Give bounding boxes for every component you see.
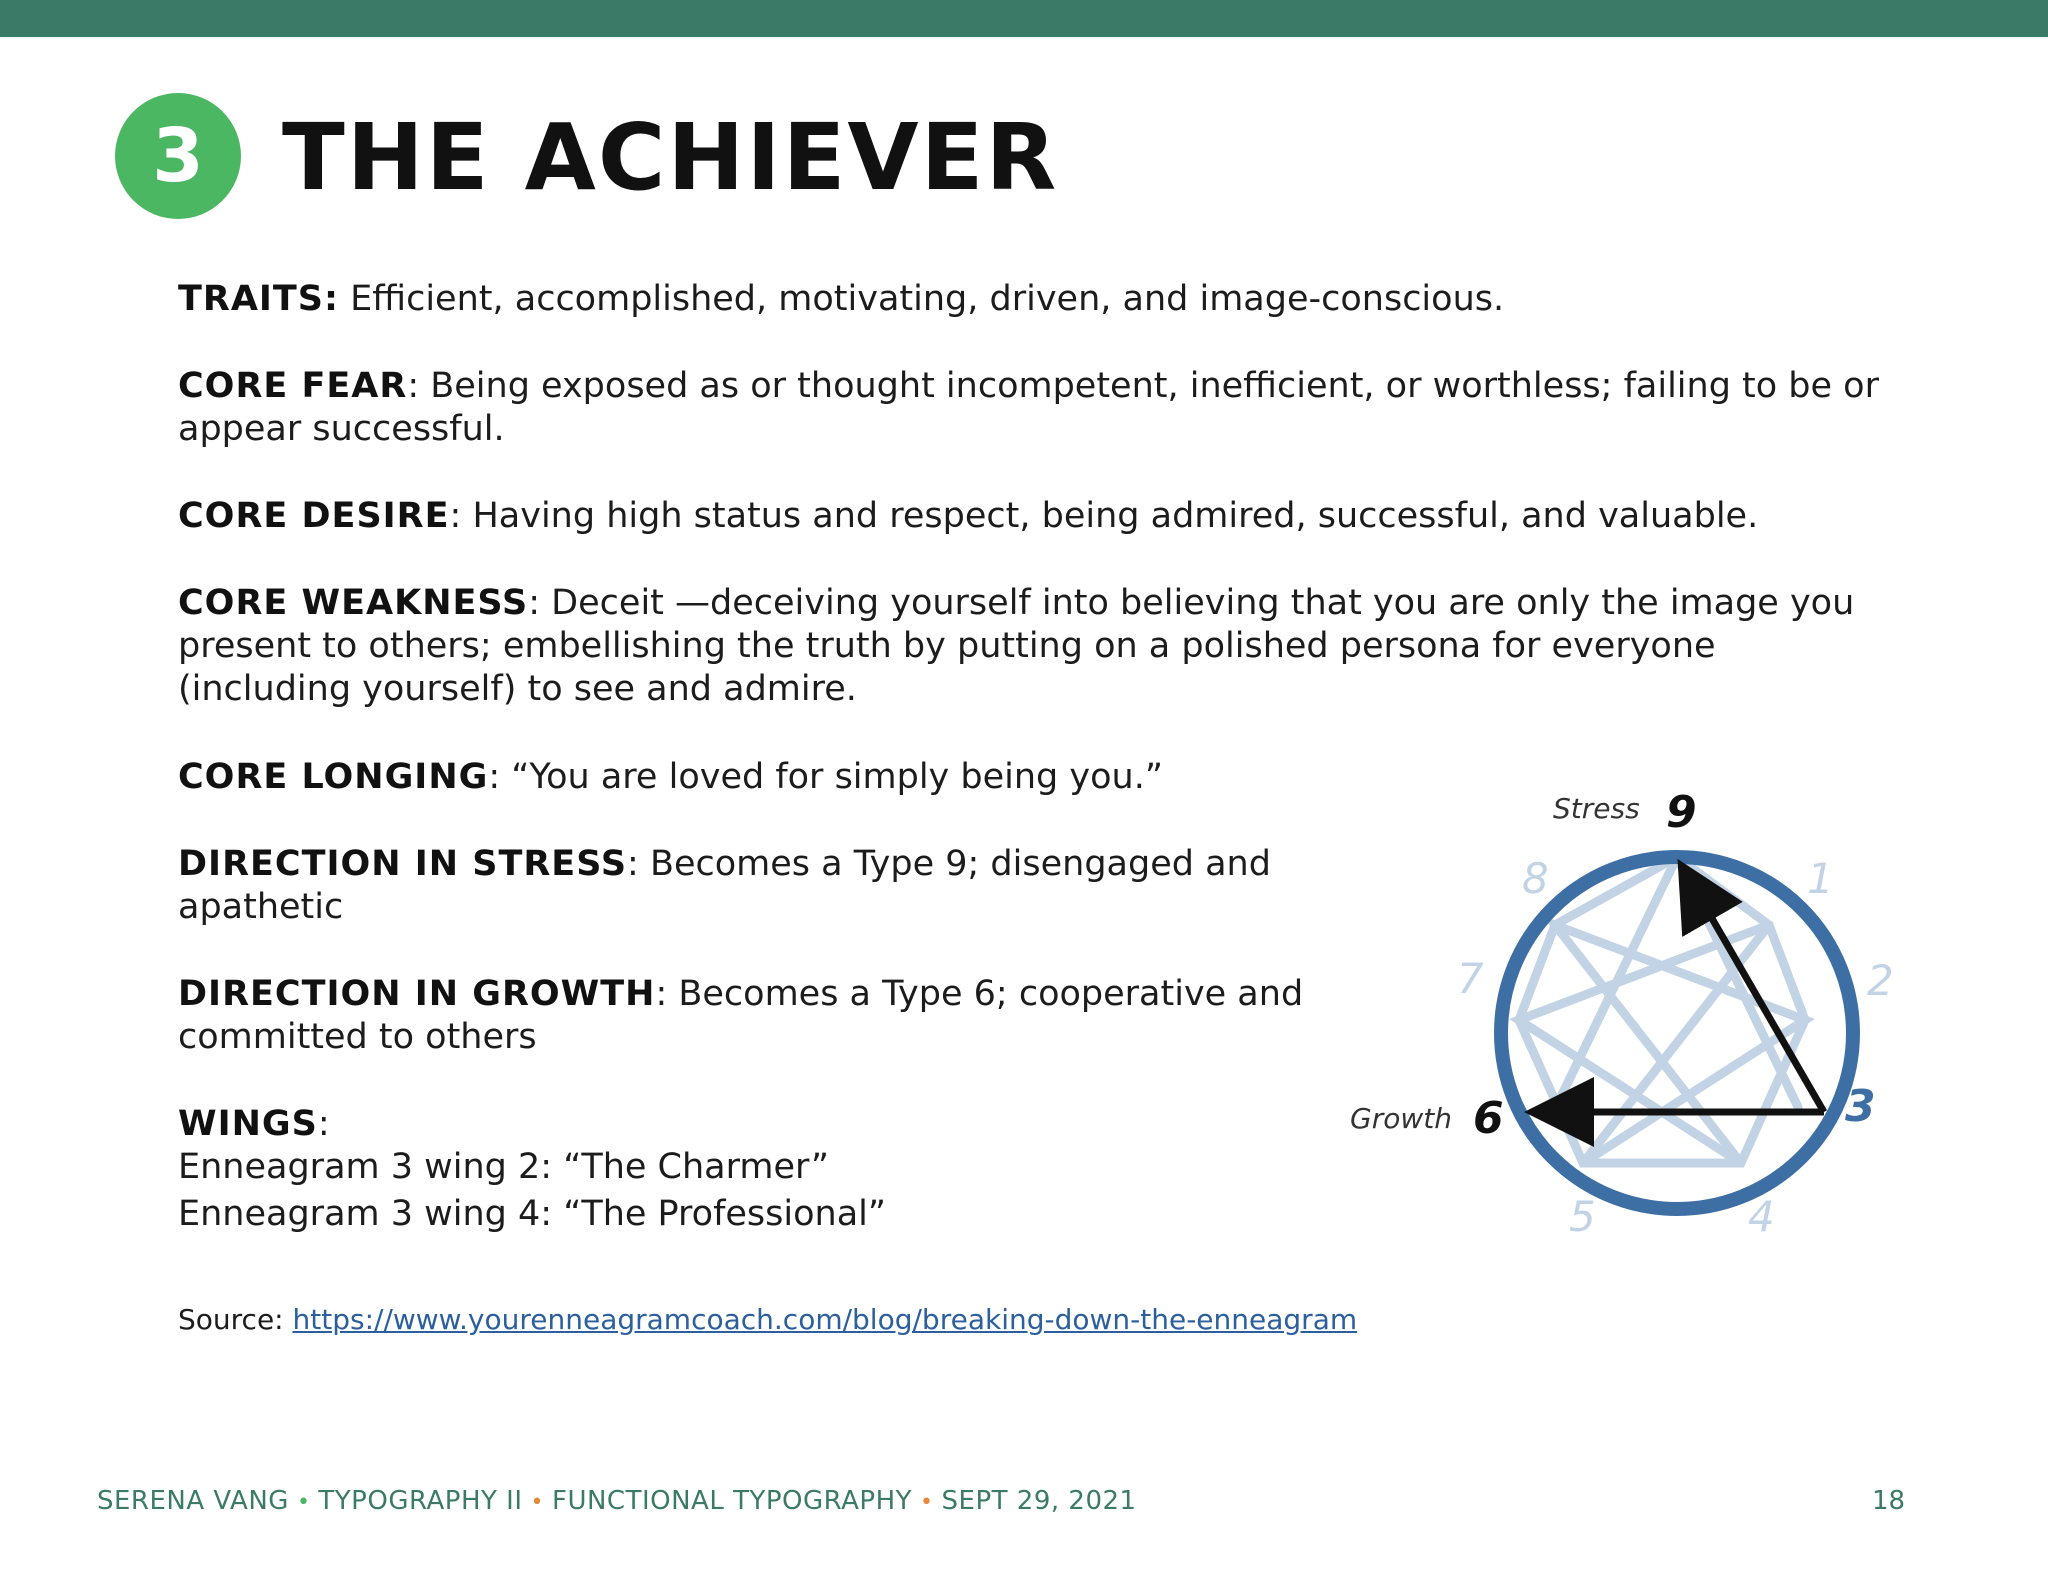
core-weakness-label: CORE WEAKNESS: [178, 583, 529, 623]
core-desire-row: [178, 495, 1898, 538]
wings-label: WINGS: [178, 1104, 318, 1144]
stress-direction-row: [178, 843, 1338, 929]
footer-date: SEPT 29, 2021: [941, 1486, 1137, 1516]
point-2: 2: [1867, 956, 1894, 1005]
stress-direction-label: DIRECTION IN STRESS: [178, 844, 628, 884]
traits-text: Efficient, accomplished, motivating, driven, and image-conscious.: [339, 279, 1505, 319]
point-4: 4: [1748, 1192, 1775, 1241]
stress-label: Stress: [1553, 792, 1640, 825]
footer-separator-dot: •: [296, 1490, 311, 1515]
footer-author: SERENA VANG: [97, 1486, 289, 1516]
core-weakness-text: : Deceit —deceiving yourself into believing that you are only the image you present to others; embellishing the truth by putting on a polished persona for everyone (including yourself) to see and admire.: [178, 583, 1855, 709]
point-1: 1: [1807, 854, 1834, 903]
wing-item: Enneagram 3 wing 2: “The Charmer”: [178, 1147, 830, 1187]
wing-item: Enneagram 3 wing 4: “The Professional”: [178, 1194, 887, 1234]
footer: [97, 1484, 1137, 1520]
growth-label: Growth: [1350, 1102, 1452, 1135]
footer-topic: FUNCTIONAL TYPOGRAPHY: [551, 1486, 913, 1516]
core-fear-label: CORE FEAR: [178, 366, 408, 406]
core-fear-text: : Being exposed as or thought incompetent, inefficient, or worthless; failing to be or appear successful.: [178, 366, 1879, 449]
point-8: 8: [1522, 854, 1549, 903]
growth-direction-label: DIRECTION IN GROWTH: [178, 974, 656, 1014]
point-5: 5: [1569, 1192, 1596, 1241]
point-9: 9: [1666, 787, 1697, 838]
source-line: [178, 1302, 1357, 1338]
footer-separator-dot: •: [920, 1490, 934, 1515]
page-title: THE ACHIEVER: [282, 104, 1059, 211]
footer-separator-dot: •: [530, 1490, 544, 1515]
wings-colon: :: [317, 1104, 330, 1144]
stress-direction-text: : Becomes a Type 9; disengaged and apathetic: [178, 844, 1271, 927]
source-label: Source:: [178, 1303, 293, 1336]
point-7: 7: [1457, 954, 1484, 1003]
top-bar: [0, 0, 2048, 37]
core-weakness-row: [178, 582, 1883, 711]
type-number-badge: 3: [115, 93, 241, 219]
traits-row: [178, 278, 1898, 321]
page-number: 18: [1872, 1486, 1906, 1516]
growth-direction-text: : Becomes a Type 6; cooperative and committed to others: [178, 974, 1304, 1057]
enneagram-diagram: [1340, 775, 1920, 1265]
wings-row: [178, 1103, 1338, 1146]
footer-course: TYPOGRAPHY II: [318, 1486, 523, 1516]
point-6: 6: [1473, 1093, 1504, 1144]
core-longing-label: CORE LONGING: [178, 757, 489, 797]
core-longing-text: : “You are loved for simply being you.”: [488, 757, 1163, 797]
growth-direction-row: [178, 973, 1338, 1059]
core-desire-label: CORE DESIRE: [178, 496, 450, 536]
core-desire-text: : Having high status and respect, being admired, successful, and valuable.: [449, 496, 1759, 536]
source-link[interactable]: https://www.yourenneagramcoach.com/blog/breaking-down-the-enneagram: [292, 1303, 1358, 1336]
point-3: 3: [1845, 1081, 1876, 1132]
core-fear-row: [178, 365, 1898, 451]
traits-label: TRAITS:: [178, 279, 340, 319]
